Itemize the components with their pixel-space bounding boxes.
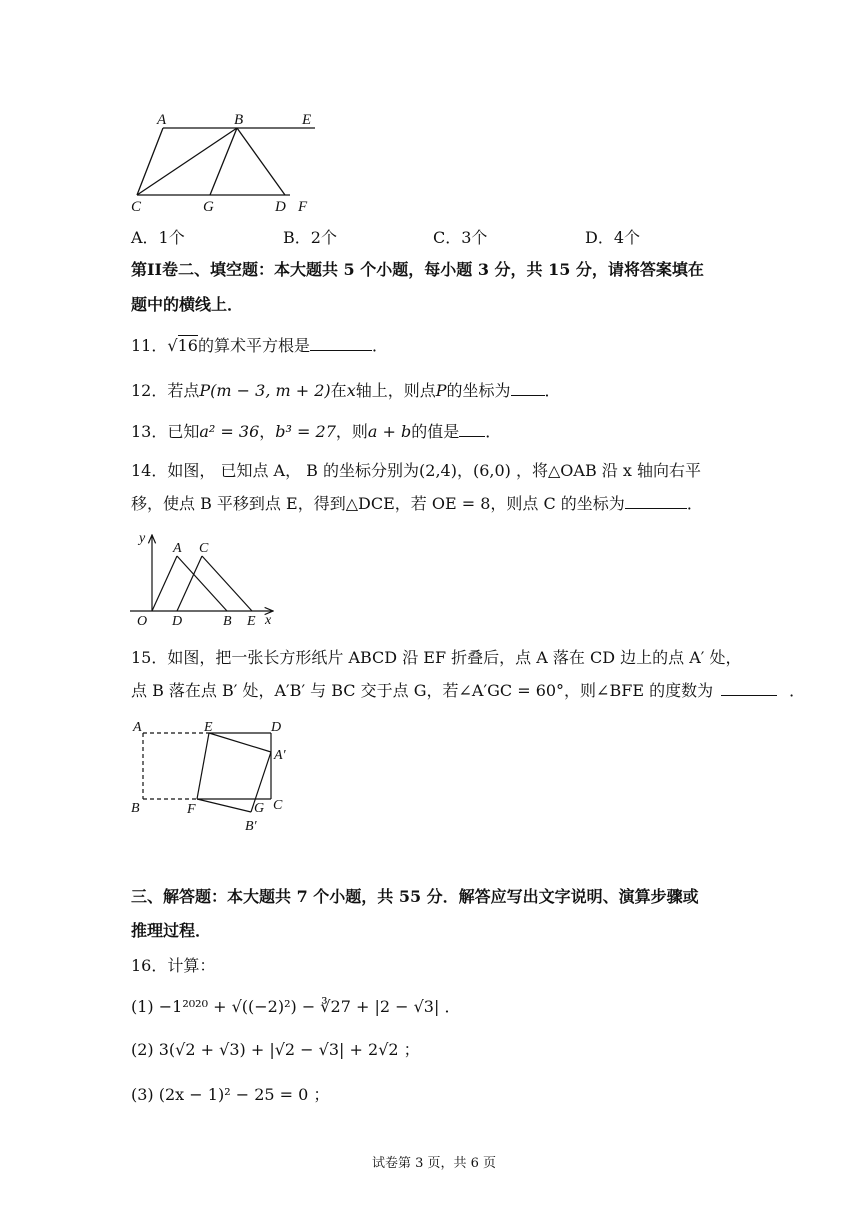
question-13 bbox=[131, 422, 501, 442]
q13-number: 13． bbox=[131, 422, 168, 441]
question-15-line1: 15．如图，把一张长方形纸片 ABCD 沿 EF 折叠后，点 A 落在 CD 边上的点 A′ 处， bbox=[131, 648, 742, 667]
question-16-part-2: (2) 3(√2 + √3) + |√2 − √3| + 2√2 ； bbox=[131, 1040, 420, 1059]
question-12 bbox=[131, 381, 561, 401]
answer-blank-15[interactable] bbox=[721, 681, 777, 696]
axis-x-label: x bbox=[265, 613, 272, 628]
q11-number: 11． bbox=[131, 336, 168, 355]
q13-end: ． bbox=[485, 422, 502, 441]
q13-equation-a: a² = 36 bbox=[199, 422, 260, 441]
answer-blank-11[interactable] bbox=[310, 336, 372, 351]
label-D: D bbox=[275, 199, 286, 215]
sqrt-sign: √ bbox=[167, 336, 178, 355]
q14-end: ． bbox=[686, 494, 703, 513]
q15-end: ． bbox=[789, 681, 806, 700]
label-F: F bbox=[187, 802, 196, 817]
q13-sum: a + b bbox=[367, 422, 412, 441]
page-footer: 试卷第 3 页，共 6 页 bbox=[371, 1156, 497, 1171]
question-16-part-1: (1) −1²⁰²⁰ + √((−2)²) − ∛27 + |2 − √3| ． bbox=[131, 997, 461, 1016]
q12-end: ． bbox=[544, 381, 561, 400]
q11-end: ． bbox=[371, 336, 388, 355]
q12-mid2: 轴上，则点 bbox=[355, 381, 436, 400]
label-A-prime: A′ bbox=[274, 748, 286, 763]
answer-blank-12[interactable] bbox=[511, 381, 545, 396]
q13-equation-b: b³ = 27 bbox=[275, 422, 336, 441]
section2-heading-line2: 题中的横线上． bbox=[131, 295, 244, 314]
label-C: C bbox=[131, 199, 142, 215]
q13-mid: ，则 bbox=[335, 422, 368, 441]
label-D: D bbox=[271, 720, 282, 735]
choice-b: B．2个 bbox=[283, 228, 337, 247]
label-A: A bbox=[157, 112, 167, 128]
axis-y-label: y bbox=[139, 531, 146, 546]
q13-post: 的值是 bbox=[411, 422, 460, 441]
label-A: A bbox=[133, 720, 142, 735]
question-14-line2 bbox=[131, 494, 703, 514]
q13-sep: ， bbox=[259, 422, 276, 441]
q12-pre: 若点 bbox=[167, 381, 200, 400]
answer-blank-14[interactable] bbox=[625, 494, 687, 509]
label-B: B bbox=[223, 614, 232, 629]
q14-line2-text: 移，使点 B 平移到点 E，得到△DCE，若 OE = 8，则点 C 的坐标为 bbox=[131, 494, 625, 513]
section2-heading-line1: 第II卷二、填空题：本大题共 5 个小题，每小题 3 分，共 15 分，请将答案填在 bbox=[131, 260, 704, 279]
question-15-line2 bbox=[131, 681, 805, 701]
label-F: F bbox=[298, 199, 308, 215]
label-A: A bbox=[173, 541, 182, 556]
label-O: O bbox=[137, 614, 148, 629]
q11-text: 的算术平方根是 bbox=[197, 336, 310, 355]
q12-number: 12． bbox=[131, 381, 168, 400]
q12-x: x bbox=[346, 381, 356, 400]
choice-c: C．3个 bbox=[433, 228, 488, 247]
label-E: E bbox=[204, 720, 213, 735]
q11-radicand: 16 bbox=[177, 336, 198, 355]
label-B: B bbox=[131, 801, 140, 816]
q12-mid1: 在 bbox=[330, 381, 347, 400]
label-G: G bbox=[203, 199, 214, 215]
section3-heading-line2: 推理过程． bbox=[131, 921, 212, 940]
q15-line2-text: 点 B 落在点 B′ 处，A′B′ 与 BC 交于点 G，若∠A′GC = 60°，则∠BFE 的度数为 bbox=[131, 681, 714, 700]
q13-pre: 已知 bbox=[167, 422, 200, 441]
label-D: D bbox=[172, 614, 183, 629]
section3-heading-line1: 三、解答题：本大题共 7 个小题，共 55 分．解答应写出文字说明、演算步骤或 bbox=[131, 887, 699, 906]
figure-coordinate-translation bbox=[125, 527, 285, 632]
question-16-title: 16．计算： bbox=[131, 956, 216, 975]
label-G: G bbox=[254, 801, 265, 816]
label-E: E bbox=[302, 112, 312, 128]
answer-blank-13[interactable] bbox=[459, 422, 485, 437]
question-11 bbox=[131, 336, 388, 356]
label-C: C bbox=[273, 798, 283, 813]
label-B: B bbox=[234, 112, 244, 128]
q12-p: P bbox=[435, 381, 447, 400]
question-14-line1: 14．如图， 已知点 A， B 的坐标分别为(2,4)，(6,0) ，将△OAB 沿 x 轴向右平 bbox=[131, 461, 701, 480]
figure-parallelogram bbox=[125, 108, 325, 218]
q12-post: 的坐标为 bbox=[446, 381, 511, 400]
label-C: C bbox=[199, 541, 209, 556]
label-E: E bbox=[247, 614, 256, 629]
choice-a: A．1个 bbox=[131, 228, 185, 247]
figure-folded-rectangle bbox=[125, 713, 300, 838]
question-16-part-3: (3) (2x − 1)² − 25 = 0 ； bbox=[131, 1085, 330, 1104]
label-B-prime: B′ bbox=[245, 819, 257, 834]
q12-point-expr: P(m − 3, m + 2) bbox=[199, 381, 331, 400]
choice-d: D．4个 bbox=[585, 228, 641, 247]
